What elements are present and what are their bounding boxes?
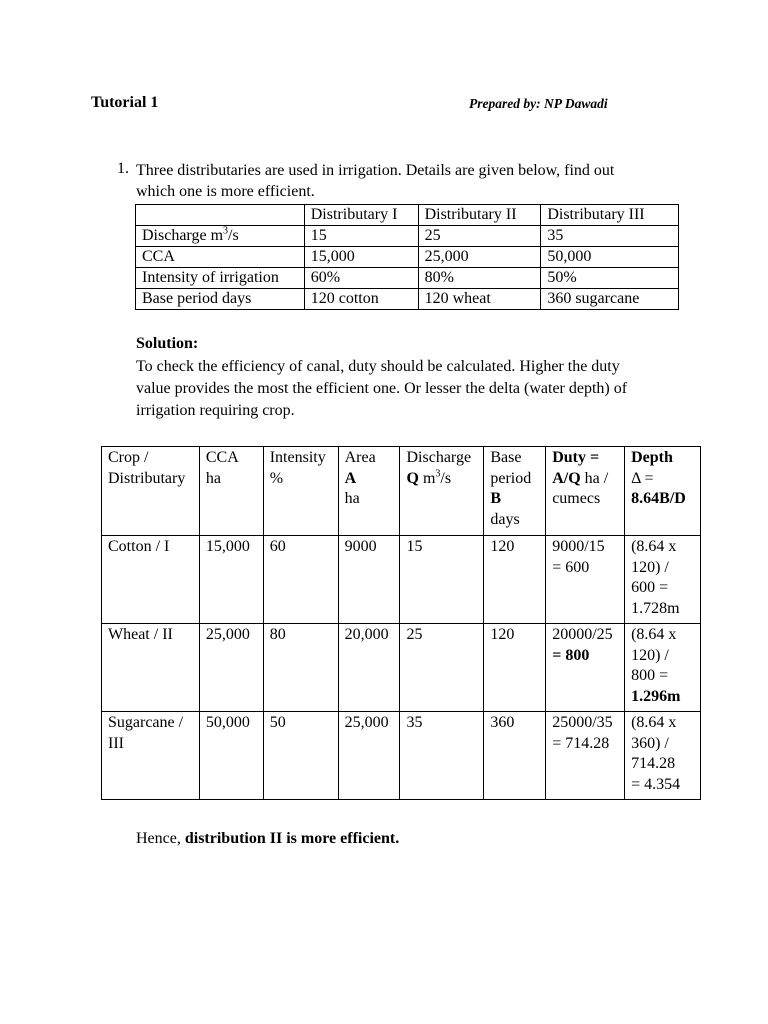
solution-line: value provides the most the efficient one. Or lesser the delta (water depth) of: [136, 380, 628, 397]
conclusion-prefix: Hence,: [136, 830, 185, 847]
cell-line: = 714.28: [552, 734, 610, 752]
table-cell: 15,000: [199, 536, 263, 624]
cell-line: ha: [205, 469, 221, 487]
cell-line: (8.64 x: [631, 714, 677, 731]
table-header-row: [102, 447, 701, 536]
cell-line: ha: [344, 490, 360, 507]
cell-line: CCA: [205, 449, 239, 466]
cell-line: 1.296m: [631, 687, 681, 705]
table-cell: 60%: [304, 268, 418, 289]
table-cell: Base period days: [136, 289, 305, 310]
table-cell: [625, 624, 701, 712]
cell-line: Depth: [631, 449, 673, 466]
cell-line: days: [490, 510, 520, 528]
table-row: [102, 712, 701, 800]
cell-line: 9000/15: [552, 538, 605, 555]
superscript: 3: [435, 468, 441, 480]
cell-line: 25000/35: [552, 714, 613, 731]
table-cell: 50,000: [199, 712, 263, 800]
cell-text: /s: [440, 469, 452, 487]
table-cell: [625, 536, 701, 624]
conclusion-text: [136, 830, 399, 848]
table-cell: 120 wheat: [418, 289, 541, 310]
table-cell: Intensity of irrigation: [136, 268, 305, 289]
cell-text: Q: [406, 469, 419, 487]
solution-text: [136, 356, 696, 422]
table-header-row: [136, 205, 679, 226]
solution-line: irrigation requiring crop.: [136, 402, 295, 419]
question-line: which one is more efficient.: [136, 183, 315, 200]
table-cell: 25: [400, 624, 484, 712]
table-cell: 20,000: [338, 624, 400, 712]
cell-text: /s: [228, 227, 239, 244]
table-row: [136, 289, 679, 310]
question-number: 1.: [117, 160, 129, 177]
table-cell: Wheat / II: [102, 624, 200, 712]
table-cell: 15: [400, 536, 484, 624]
cell-line: Distributary: [108, 469, 186, 487]
cell-line: 714.28: [631, 755, 676, 772]
table-cell: 360 sugarcane: [541, 289, 679, 310]
table-cell: 35: [400, 712, 484, 800]
duty-calculation-table: [101, 446, 701, 800]
table-cell: 9000: [338, 536, 400, 624]
solution-line: To check the efficiency of canal, duty should be calculated. Higher the duty: [136, 358, 620, 375]
table-cell: 360: [484, 712, 546, 800]
table-cell: [546, 447, 625, 536]
author-credit: Prepared by: NP Dawadi: [469, 96, 608, 111]
table-cell: 80%: [418, 268, 541, 289]
cell-line: [552, 469, 619, 490]
table-cell: [625, 447, 701, 536]
cell-text: Discharge m: [142, 227, 224, 244]
table-cell: 50,000: [541, 247, 679, 268]
table-cell: Cotton / I: [102, 536, 200, 624]
cell-line: %: [269, 469, 284, 487]
table-row: [136, 226, 679, 247]
cell-line: period: [490, 469, 532, 487]
cell-line: Area: [344, 449, 376, 466]
table-cell: [263, 447, 338, 536]
cell-line: (8.64 x: [631, 626, 677, 643]
cell-line: = 600: [552, 558, 590, 576]
table-cell: [484, 447, 546, 536]
table-cell: [546, 536, 625, 624]
cell-line: B: [490, 490, 502, 507]
cell-line: = 4.354: [631, 775, 681, 793]
cell-line: (8.64 x: [631, 538, 677, 555]
table-cell: 120: [484, 536, 546, 624]
table-cell: 25,000: [338, 712, 400, 800]
cell-line: 120) /: [631, 646, 669, 664]
superscript: 3: [223, 225, 229, 237]
table-cell: [400, 447, 484, 536]
table-cell: [199, 447, 263, 536]
table-cell: 35: [541, 226, 679, 247]
cell-line: = 800: [552, 646, 590, 664]
conclusion-result: distribution II is more efficient.: [184, 830, 400, 847]
table-cell: Distributary III: [541, 205, 679, 226]
cell-line: cumecs: [552, 490, 601, 507]
solution-heading: Solution:: [136, 335, 199, 352]
table-cell: 50%: [541, 268, 679, 289]
table-cell: [136, 226, 305, 247]
table-cell: [546, 712, 625, 800]
table-row: [136, 247, 679, 268]
cell-line: Crop /: [108, 449, 149, 466]
cell-text: m: [418, 469, 436, 487]
table-cell: Distributary I: [304, 205, 418, 226]
table-cell: 120: [484, 624, 546, 712]
cell-line: Discharge: [406, 449, 472, 466]
cell-line: Duty =: [552, 449, 600, 466]
cell-line: 120) /: [631, 558, 669, 576]
cell-line: Base: [490, 449, 522, 466]
table-row: [136, 268, 679, 289]
table-cell: [546, 624, 625, 712]
table-cell: [338, 447, 400, 536]
table-cell: 25: [418, 226, 541, 247]
cell-line: III: [108, 734, 124, 752]
cell-line: 360) /: [631, 734, 669, 752]
table-cell: 25,000: [418, 247, 541, 268]
cell-line: Intensity: [269, 449, 326, 466]
cell-line: Δ =: [631, 469, 654, 487]
cell-line: 800 =: [631, 667, 669, 684]
table-cell: 50: [263, 712, 338, 800]
table-cell: [136, 205, 305, 226]
cell-line: 8.64B/D: [631, 490, 686, 507]
table-cell: 80: [263, 624, 338, 712]
cell-line: A: [344, 469, 357, 487]
table-cell: 25,000: [199, 624, 263, 712]
table-row: [102, 536, 701, 624]
table-cell: [625, 712, 701, 800]
cell-text: ha /: [580, 469, 609, 487]
distributary-details-table: [135, 204, 679, 310]
table-cell: Distributary II: [418, 205, 541, 226]
cell-text: A/Q: [552, 469, 581, 487]
cell-line: [406, 469, 478, 490]
question-text: [136, 160, 696, 202]
table-cell: [102, 712, 200, 800]
table-cell: CCA: [136, 247, 305, 268]
table-cell: 120 cotton: [304, 289, 418, 310]
cell-line: 600 =: [631, 579, 669, 596]
table-cell: 60: [263, 536, 338, 624]
page-title: Tutorial 1: [91, 94, 159, 111]
question-line: Three distributaries are used in irrigation. Details are given below, find out: [136, 162, 615, 179]
table-cell: 15,000: [304, 247, 418, 268]
cell-line: 20000/25: [552, 626, 613, 643]
cell-line: Sugarcane /: [108, 714, 184, 731]
table-row: [102, 624, 701, 712]
cell-line: 1.728m: [631, 599, 680, 617]
table-cell: [102, 447, 200, 536]
table-cell: 15: [304, 226, 418, 247]
